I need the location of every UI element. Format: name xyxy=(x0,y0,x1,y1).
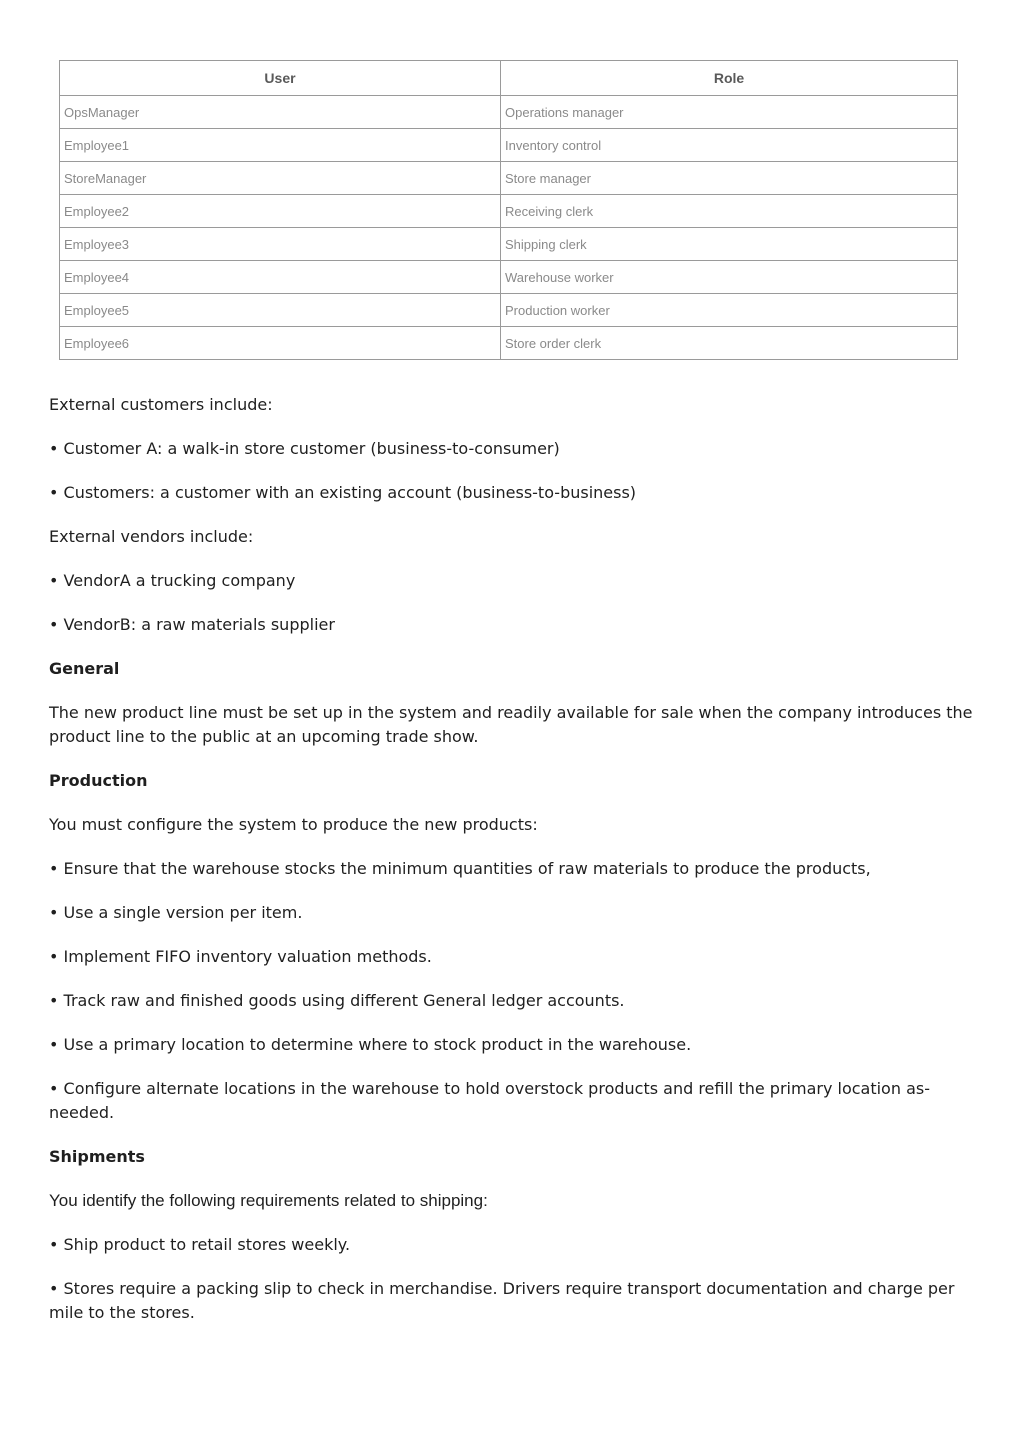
table-row xyxy=(60,327,958,360)
shipments-intro: You identify the following requirements related to shipping: xyxy=(49,1191,488,1210)
table-header-row xyxy=(60,61,958,96)
table-row xyxy=(60,195,958,228)
production-item: • Implement FIFO inventory valuation methods. xyxy=(49,947,432,966)
table-cell-user: Employee2 xyxy=(60,195,501,228)
table-cell-user: Employee1 xyxy=(60,129,501,162)
general-heading: General xyxy=(49,659,120,678)
table-row xyxy=(60,162,958,195)
production-item: • Track raw and finished goods using different General ledger accounts. xyxy=(49,991,625,1010)
production-item: • Use a single version per item. xyxy=(49,903,303,922)
table-cell-role: Inventory control xyxy=(501,129,958,162)
vendor-item: • VendorB: a raw materials supplier xyxy=(49,615,335,634)
table-cell-user: OpsManager xyxy=(60,96,501,129)
customer-item: • Customer A: a walk-in store customer (business-to-consumer) xyxy=(49,439,560,458)
shipment-item: • Stores require a packing slip to check in merchandise. Drivers require transport documentation and charge per mile to the stores. xyxy=(49,1279,955,1322)
table-cell-user: Employee3 xyxy=(60,228,501,261)
table-row xyxy=(60,294,958,327)
table-cell-user: StoreManager xyxy=(60,162,501,195)
table-row xyxy=(60,96,958,129)
table-row xyxy=(60,228,958,261)
table-cell-role: Warehouse worker xyxy=(501,261,958,294)
shipment-item: • Ship product to retail stores weekly. xyxy=(49,1235,351,1254)
customers-intro: External customers include: xyxy=(49,395,273,414)
customer-item: • Customers: a customer with an existing account (business-to-business) xyxy=(49,483,637,502)
table-row xyxy=(60,261,958,294)
column-header-role: Role xyxy=(501,61,958,96)
table-cell-role: Shipping clerk xyxy=(501,228,958,261)
production-item: • Ensure that the warehouse stocks the minimum quantities of raw materials to produce the products, xyxy=(49,859,871,878)
production-heading: Production xyxy=(49,771,148,790)
production-item: • Use a primary location to determine where to stock product in the warehouse. xyxy=(49,1035,692,1054)
table-cell-role: Operations manager xyxy=(501,96,958,129)
table-cell-user: Employee4 xyxy=(60,261,501,294)
table-cell-user: Employee6 xyxy=(60,327,501,360)
table-cell-role: Receiving clerk xyxy=(501,195,958,228)
production-item: • Configure alternate locations in the warehouse to hold overstock products and refill the primary location as-needed. xyxy=(49,1079,930,1122)
table-cell-role: Store manager xyxy=(501,162,958,195)
table-cell-role: Store order clerk xyxy=(501,327,958,360)
shipments-heading: Shipments xyxy=(49,1147,145,1166)
table-cell-user: Employee5 xyxy=(60,294,501,327)
table-row xyxy=(60,129,958,162)
vendors-intro: External vendors include: xyxy=(49,527,254,546)
table-cell-role: Production worker xyxy=(501,294,958,327)
vendor-item: • VendorA a trucking company xyxy=(49,571,296,590)
user-role-table xyxy=(59,60,958,360)
column-header-user: User xyxy=(60,61,501,96)
general-text: The new product line must be set up in the system and readily available for sale when the company introduces the product line to the public at an upcoming trade show. xyxy=(49,703,973,746)
production-intro: You must configure the system to produce the new products: xyxy=(49,815,538,834)
document-body xyxy=(49,393,979,1345)
